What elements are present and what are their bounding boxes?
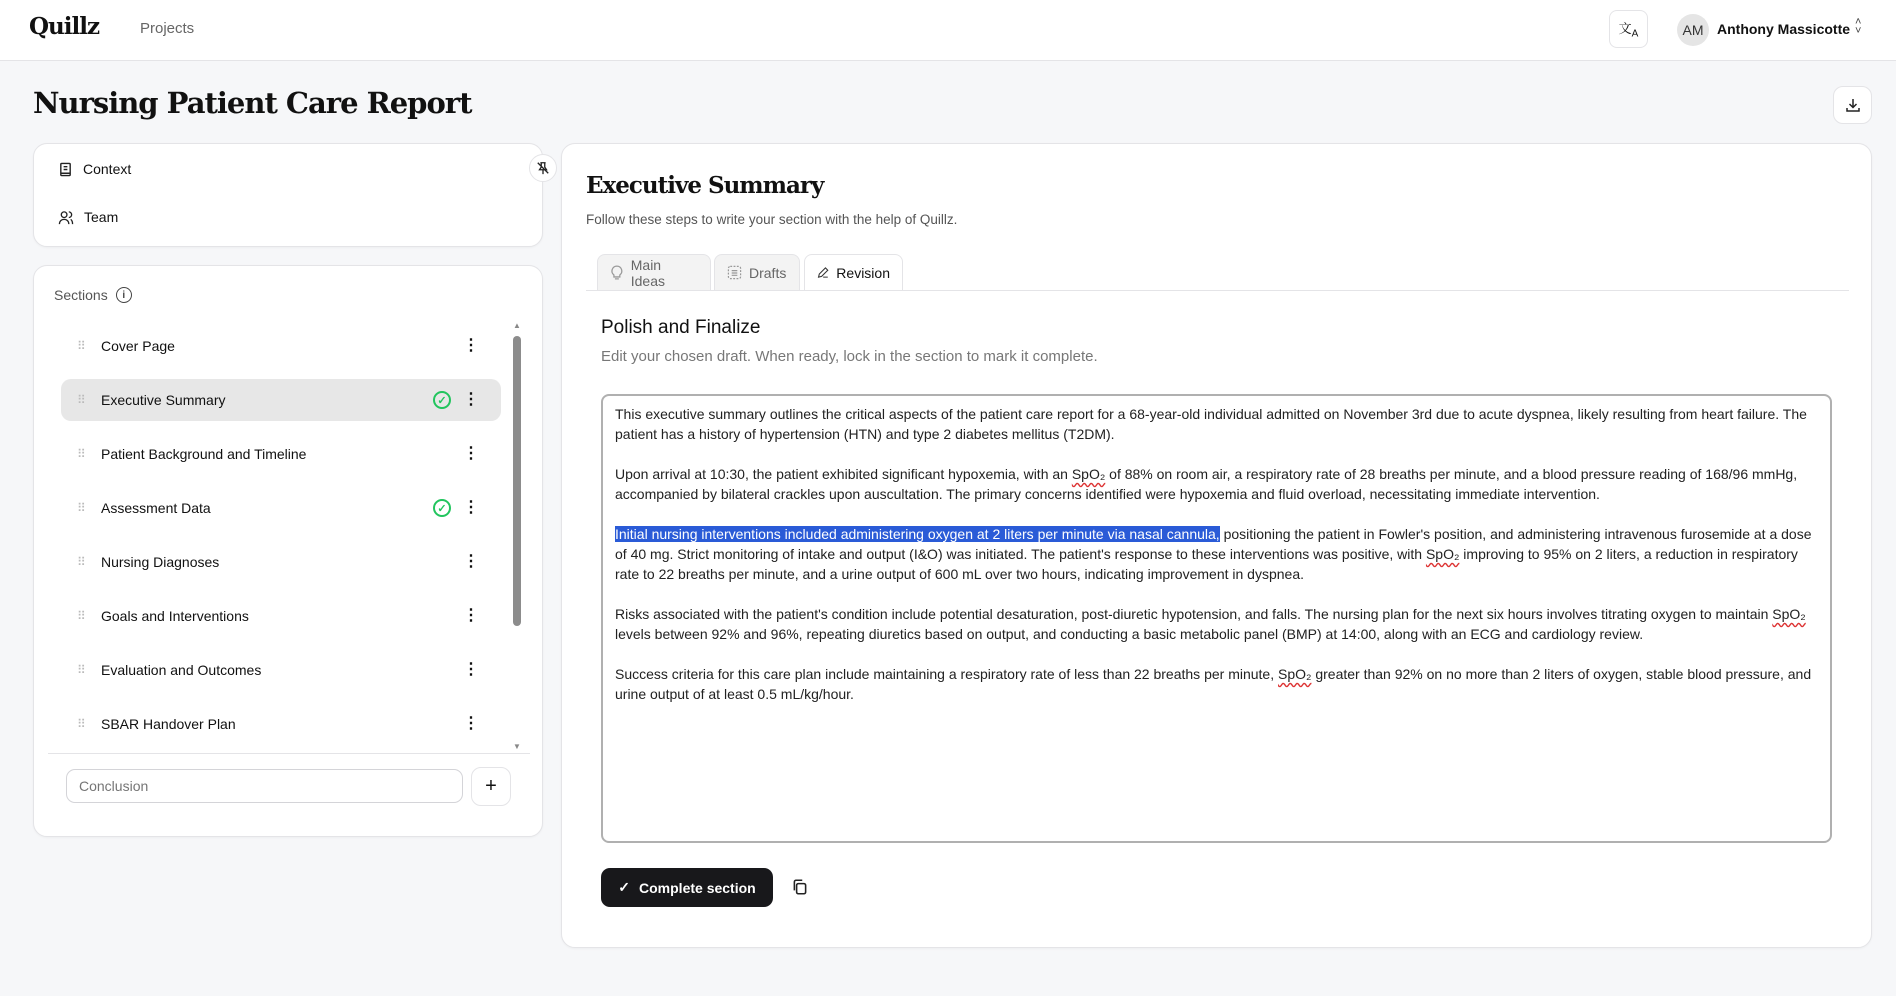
book-icon: [58, 162, 73, 177]
section-item[interactable]: [61, 325, 501, 367]
section-subtitle: Follow these steps to write your section with the help of Quillz.: [586, 212, 958, 227]
nav-context-label: Context: [83, 161, 132, 177]
more-options-icon[interactable]: ⋮: [463, 391, 479, 408]
user-name[interactable]: Anthony Massicotte: [1717, 21, 1851, 37]
nav-projects-link[interactable]: Projects: [140, 20, 195, 37]
sections-card: [33, 265, 543, 837]
sections-scrollbar[interactable]: [510, 321, 524, 751]
section-item[interactable]: [61, 703, 501, 745]
draft-editor-textarea[interactable]: [601, 394, 1832, 843]
more-options-icon[interactable]: ⋮: [463, 553, 479, 570]
paragraph-1: This executive summary outlines the critical aspects of the patient care report for a 68-year-old individual admitted on November 3rd due to acute dyspnea, likely resulting from heart failure. The patient has a history of hypertension (HTN) and type 2 diabetes mellitus (T2DM).: [615, 406, 1807, 442]
section-item[interactable]: [61, 433, 501, 475]
page-title: Nursing Patient Care Report: [33, 86, 472, 120]
tab-revision[interactable]: [804, 254, 903, 290]
section-title: Executive Summary: [586, 172, 824, 199]
more-options-icon[interactable]: ⋮: [463, 499, 479, 516]
more-options-icon[interactable]: ⋮: [463, 337, 479, 354]
section-item-label: Evaluation and Outcomes: [101, 662, 262, 678]
quillz-logo[interactable]: Quillz: [29, 13, 100, 40]
section-item[interactable]: [61, 541, 501, 583]
tab-main-ideas-label: Main Ideas: [630, 256, 665, 289]
chevron-updown-icon[interactable]: ˄ ˅: [1855, 16, 1862, 37]
section-item[interactable]: [61, 487, 501, 529]
drag-handle-icon[interactable]: ⠿: [77, 339, 86, 353]
download-icon: [1845, 97, 1861, 113]
drag-handle-icon[interactable]: ⠿: [77, 393, 86, 407]
section-item-label: Goals and Interventions: [101, 608, 249, 624]
drag-handle-icon[interactable]: ⠿: [77, 501, 86, 515]
paragraph-5: Success criteria for this care plan include maintaining a respiratory rate of less than 22 breaths per minute, SpO₂ greater than 92% on no more than 2 liters of oxygen, stable blood pressure, and urine output of at least 0.5 mL/kg/hour.: [615, 666, 1812, 702]
section-item-label: SBAR Handover Plan: [101, 716, 236, 732]
copy-button[interactable]: [791, 878, 809, 901]
section-item-label: Executive Summary: [101, 392, 226, 408]
tab-main-ideas[interactable]: [597, 254, 711, 290]
paragraph-2: Upon arrival at 10:30, the patient exhibited significant hypoxemia, with an SpO₂ of 88% on room air, a respiratory rate of 28 breaths per minute, and a blood pressure reading of 168/96 mmHg, accompanied by bilateral crackles upon auscultation. The primary concerns identified were hypoxemia and fluid overload, necessitating immediate intervention.: [615, 466, 1798, 502]
tab-revision-label: Revision: [836, 264, 890, 281]
complete-section-button[interactable]: [601, 868, 773, 907]
section-item-label: Patient Background and Timeline: [101, 446, 307, 462]
info-icon[interactable]: i: [116, 287, 132, 303]
copy-icon: [791, 878, 809, 896]
paragraph-3: Initial nursing interventions included administering oxygen at 2 liters per minute via nasal cannula, positioning the patient in Fowler's position, and administering intravenous furosemide at a dose of 40 mg. Strict monitoring of intake and output (I&O) was initiated. The patient's response to these interventions was positive, with SpO₂ improving to 95% on 2 liters, a reduction in respiratory rate to 22 breaths per minute, and a urine output of 600 mL over two hours, indicating improvement in dyspnea.: [615, 526, 1812, 582]
sections-label: Sections: [54, 287, 108, 303]
section-item[interactable]: [61, 379, 501, 421]
complete-section-label: Complete section: [639, 879, 756, 896]
divider: [48, 753, 530, 754]
nav-team-label: Team: [84, 209, 119, 225]
step-title: Polish and Finalize: [601, 317, 761, 338]
scroll-down-arrow[interactable]: ▼: [513, 742, 521, 751]
new-section-input[interactable]: [66, 769, 463, 803]
tabs-divider: [586, 290, 1849, 291]
plus-icon: +: [485, 775, 497, 797]
nav-team[interactable]: [58, 209, 118, 225]
more-options-icon[interactable]: ⋮: [463, 661, 479, 678]
drag-handle-icon[interactable]: ⠿: [77, 555, 86, 569]
drag-handle-icon[interactable]: ⠿: [77, 663, 86, 677]
more-options-icon[interactable]: ⋮: [463, 607, 479, 624]
tab-drafts[interactable]: [714, 254, 800, 290]
step-description: Edit your chosen draft. When ready, lock in the section to mark it complete.: [601, 348, 1098, 365]
lightbulb-icon: [610, 265, 624, 281]
translate-icon: 文$_A$: [1618, 21, 1639, 40]
users-icon: [58, 210, 74, 225]
section-item-label: Cover Page: [101, 338, 175, 354]
translate-button[interactable]: [1609, 10, 1648, 48]
section-item[interactable]: [61, 649, 501, 691]
download-button[interactable]: [1833, 86, 1872, 124]
top-bar: [0, 0, 1896, 61]
section-item-label: Nursing Diagnoses: [101, 554, 220, 570]
section-item-label: Assessment Data: [101, 500, 211, 516]
drag-handle-icon[interactable]: ⠿: [77, 609, 86, 623]
unpin-sidebar-button[interactable]: [529, 154, 557, 182]
add-section-button[interactable]: [471, 767, 511, 806]
avatar[interactable]: AM: [1677, 14, 1709, 46]
more-options-icon[interactable]: ⋮: [463, 445, 479, 462]
section-item[interactable]: [61, 595, 501, 637]
complete-check-icon: ✓: [433, 391, 451, 409]
drag-handle-icon[interactable]: ⠿: [77, 447, 86, 461]
project-nav-card: [33, 143, 543, 247]
tab-drafts-label: Drafts: [749, 264, 787, 281]
drag-handle-icon[interactable]: ⠿: [77, 717, 86, 731]
selected-text: Initial nursing interventions included administering oxygen at 2 liters per minute via nasal cannula,: [615, 526, 1220, 542]
drafts-icon: [727, 265, 742, 280]
complete-check-icon: ✓: [433, 499, 451, 517]
paragraph-4: Risks associated with the patient's condition include potential desaturation, post-diuretic hypotension, and falls. The nursing plan for the next six hours involves titrating oxygen to maintain SpO₂ levels between 92% and 96%, repeating diuretics based on output, and conducting a basic metabolic panel (BMP) at 14:00, along with an ECG and cardiology review.: [615, 606, 1806, 642]
pencil-icon: [817, 265, 829, 280]
more-options-icon[interactable]: ⋮: [463, 715, 479, 732]
nav-context[interactable]: [58, 161, 131, 177]
pin-off-icon: [536, 161, 550, 175]
scrollbar-thumb[interactable]: [513, 336, 521, 626]
check-icon: ✓: [618, 879, 631, 895]
scroll-up-arrow[interactable]: ▲: [513, 321, 521, 330]
